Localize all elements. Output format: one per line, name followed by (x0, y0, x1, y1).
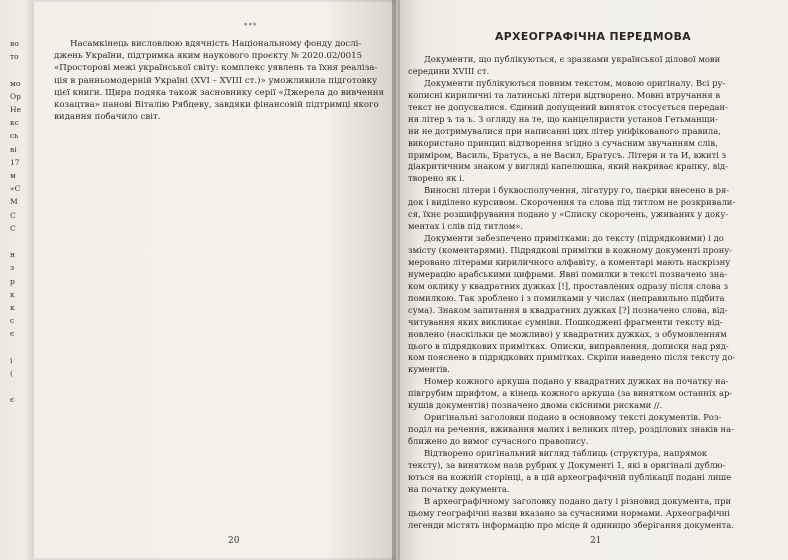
text-line: на початку документа. (408, 483, 510, 494)
text-line: Відтворено оригінальний вигляд таблиць (структура, напрямок (424, 447, 708, 458)
text-line: ментах і слів під титлом». (408, 221, 524, 232)
underlying-text-fragment: С (10, 223, 16, 233)
text-line: середини XVIII ст. (408, 65, 490, 76)
underlying-text-fragment: к (10, 303, 15, 312)
text-line: ближено до вимог сучасного правопису. (408, 436, 589, 446)
text-line: півгрубим шрифтом, а кінець кожного аркуша (за винятком останніх ар- (408, 388, 733, 399)
text-line: ція в ранньомодерній Україні (XVI – XVIII ст.)» уможливила підготовку (54, 75, 378, 86)
text-line: тексту), за винятком назв рубрик у Документі 1, які в оригіналі дублю- (408, 459, 726, 470)
underlying-text-fragment: є (10, 329, 15, 339)
acknowledgement-paragraph (54, 38, 384, 123)
text-line: джень України, підтримка яким наукового проєкту № 2020.02/0015 (54, 51, 363, 62)
text-line: використано принцип відтворення згідно з сучасним звучанням слів, (408, 137, 718, 148)
text-line: ком оклику у квадратних дужках [!], проставлених одразу після слова з (408, 280, 729, 291)
text-line: меровано літерами кириличного алфавіту, а коментарі мають наскрізну (408, 256, 731, 267)
text-line: ються на кожній сторінці, а в цій археографічній публікації подані лише (408, 471, 732, 482)
page-number-left: 20 (228, 536, 240, 546)
text-line: читування яких викликає сумніви. Пошкоджені фрагменти тексту від- (408, 316, 723, 327)
underlying-text-fragment: є (10, 395, 15, 405)
underlying-text-fragment: Не (10, 105, 21, 114)
underlying-text-fragment: С (10, 210, 16, 220)
text-line: ни не дотримувалися при написанні цих літер уніфікованого правила, (408, 125, 721, 136)
underlying-page-edge (0, 0, 34, 560)
text-line: новлено (наскільки це можливо) у квадратних дужках, з обумовленням (408, 328, 727, 339)
underlying-text-fragment: во (10, 39, 19, 48)
text-line: легенди містять інформацію про місце й одиницю зберігання документа. (408, 519, 734, 530)
text-line: кументів. (408, 364, 450, 375)
foreword-body (408, 54, 762, 532)
text-line: Документи, що публікуються, є зразками української ділової мови (424, 54, 721, 64)
text-line: козацтва» панові Віталію Рябцеву, завдяки фінансовій підтримці якого (54, 100, 379, 111)
underlying-text-fragment: с (10, 316, 15, 326)
book-gutter (392, 0, 400, 560)
page-number-right: 21 (590, 536, 602, 546)
text-line: цього в підрядкових примітках. Описки, виправлення, дописки над ряд- (408, 340, 729, 351)
page-title: АРХЕОГРАФІЧНА ПЕРЕДМОВА (495, 30, 691, 43)
underlying-text-fragment: к (10, 289, 15, 299)
text-line: ся, їхнє розшифрування подано у «Списку скорочень, уживаних у доку- (408, 209, 729, 220)
underlying-text-fragment: і (10, 355, 13, 365)
text-line: В археографічному заголовку подано дату і різновид документа, при (424, 495, 732, 506)
text-line: ня літер ъ та ъ. З огляду на те, що канцеляристи установ Гетьманщи- (408, 113, 718, 124)
underlying-text-fragment: м (10, 171, 16, 180)
text-line: текст не допускалися. Єдиний допущений виняток стосується передан- (408, 101, 728, 112)
text-line: Документи забезпечено примітками: до тексту (підрядковими) і до (424, 233, 724, 244)
text-line: док і виділено курсивом. Скорочення та слова під титлом не розкривали- (408, 197, 736, 208)
text-line: цієї книги. Щира подяка також засновнику серії «Джерела до вивчення (54, 87, 384, 98)
underlying-text-fragment: М (10, 197, 18, 207)
text-line: видання побачило світ. (54, 112, 161, 123)
underlying-text-fragment: ( (10, 369, 13, 378)
underlying-text-fragment: «С (10, 184, 21, 194)
text-line: помилкою. Так зроблено і з помилками у числах (неправильно підбита (408, 292, 725, 303)
text-line: Документи публікуються повним текстом, мовою оригіналу. Всі ру- (424, 77, 726, 88)
underlying-text-fragment: Op (10, 91, 21, 101)
text-line: Оригінальні заголовки подано в основному тексті документів. Роз- (424, 412, 722, 423)
underlying-text-fragment: 17 (10, 157, 20, 167)
text-line: творено як і. (408, 173, 465, 184)
underlying-text-fragment: н (10, 250, 15, 260)
text-line: приміром, Василь, Братусь, а не Васил, Братусъ. Літери и та И, вжиті з (408, 149, 727, 160)
underlying-text-fragment: кс (10, 118, 19, 128)
underlying-text-fragment: з (10, 263, 15, 273)
text-line: нумерацію арабськими цифрами. Явні помилки в тексті позначено зна- (408, 268, 728, 279)
text-line: Виносні літери і буквосполучення, лігатуру го, паєрки внесено в ря- (424, 185, 730, 196)
text-line: змісту (коментарями). Підрядкові примітки в кожному документі пронy- (408, 245, 732, 255)
text-line: цьому географічні назви вказано за сучасними нормами. Археографічні (408, 507, 730, 518)
underlying-text-fragment: мо (10, 78, 21, 88)
text-line: кописні кириличні та латинські літери відтворено. Мовні втручання в (408, 89, 721, 100)
underlying-text-fragment: то (10, 52, 19, 62)
underlying-text-fragment: р (10, 276, 15, 286)
text-line: ком пояснено в підрядкових примітках. Скріпи наведено після тексту до- (408, 352, 736, 363)
section-separator: *** (244, 22, 258, 30)
underlying-text-fragment: ві (10, 144, 17, 154)
text-line: діакритичним знаком у вигляді капелюшка, який накриває крапку, від- (408, 161, 728, 172)
text-line: кушів документів) позначено двома скісними рисками //. (408, 400, 663, 411)
text-line: Насамкінець висловлюю вдячність Національному фонду дослі- (70, 39, 362, 49)
text-line: поділ на речення, вживання малих і великих літер, розділових знаків на- (408, 424, 734, 435)
underlying-text-fragment: сь (10, 131, 19, 141)
text-line: Номер кожного аркуша подано у квадратних дужках на початку на- (424, 376, 729, 387)
text-line: «Просторові межі української світу: комплекс уявлень та їхня реаліза- (54, 63, 378, 74)
text-line: сума). Знаком запитання в квадратних дужках [?] позначено слова, від- (408, 304, 728, 315)
